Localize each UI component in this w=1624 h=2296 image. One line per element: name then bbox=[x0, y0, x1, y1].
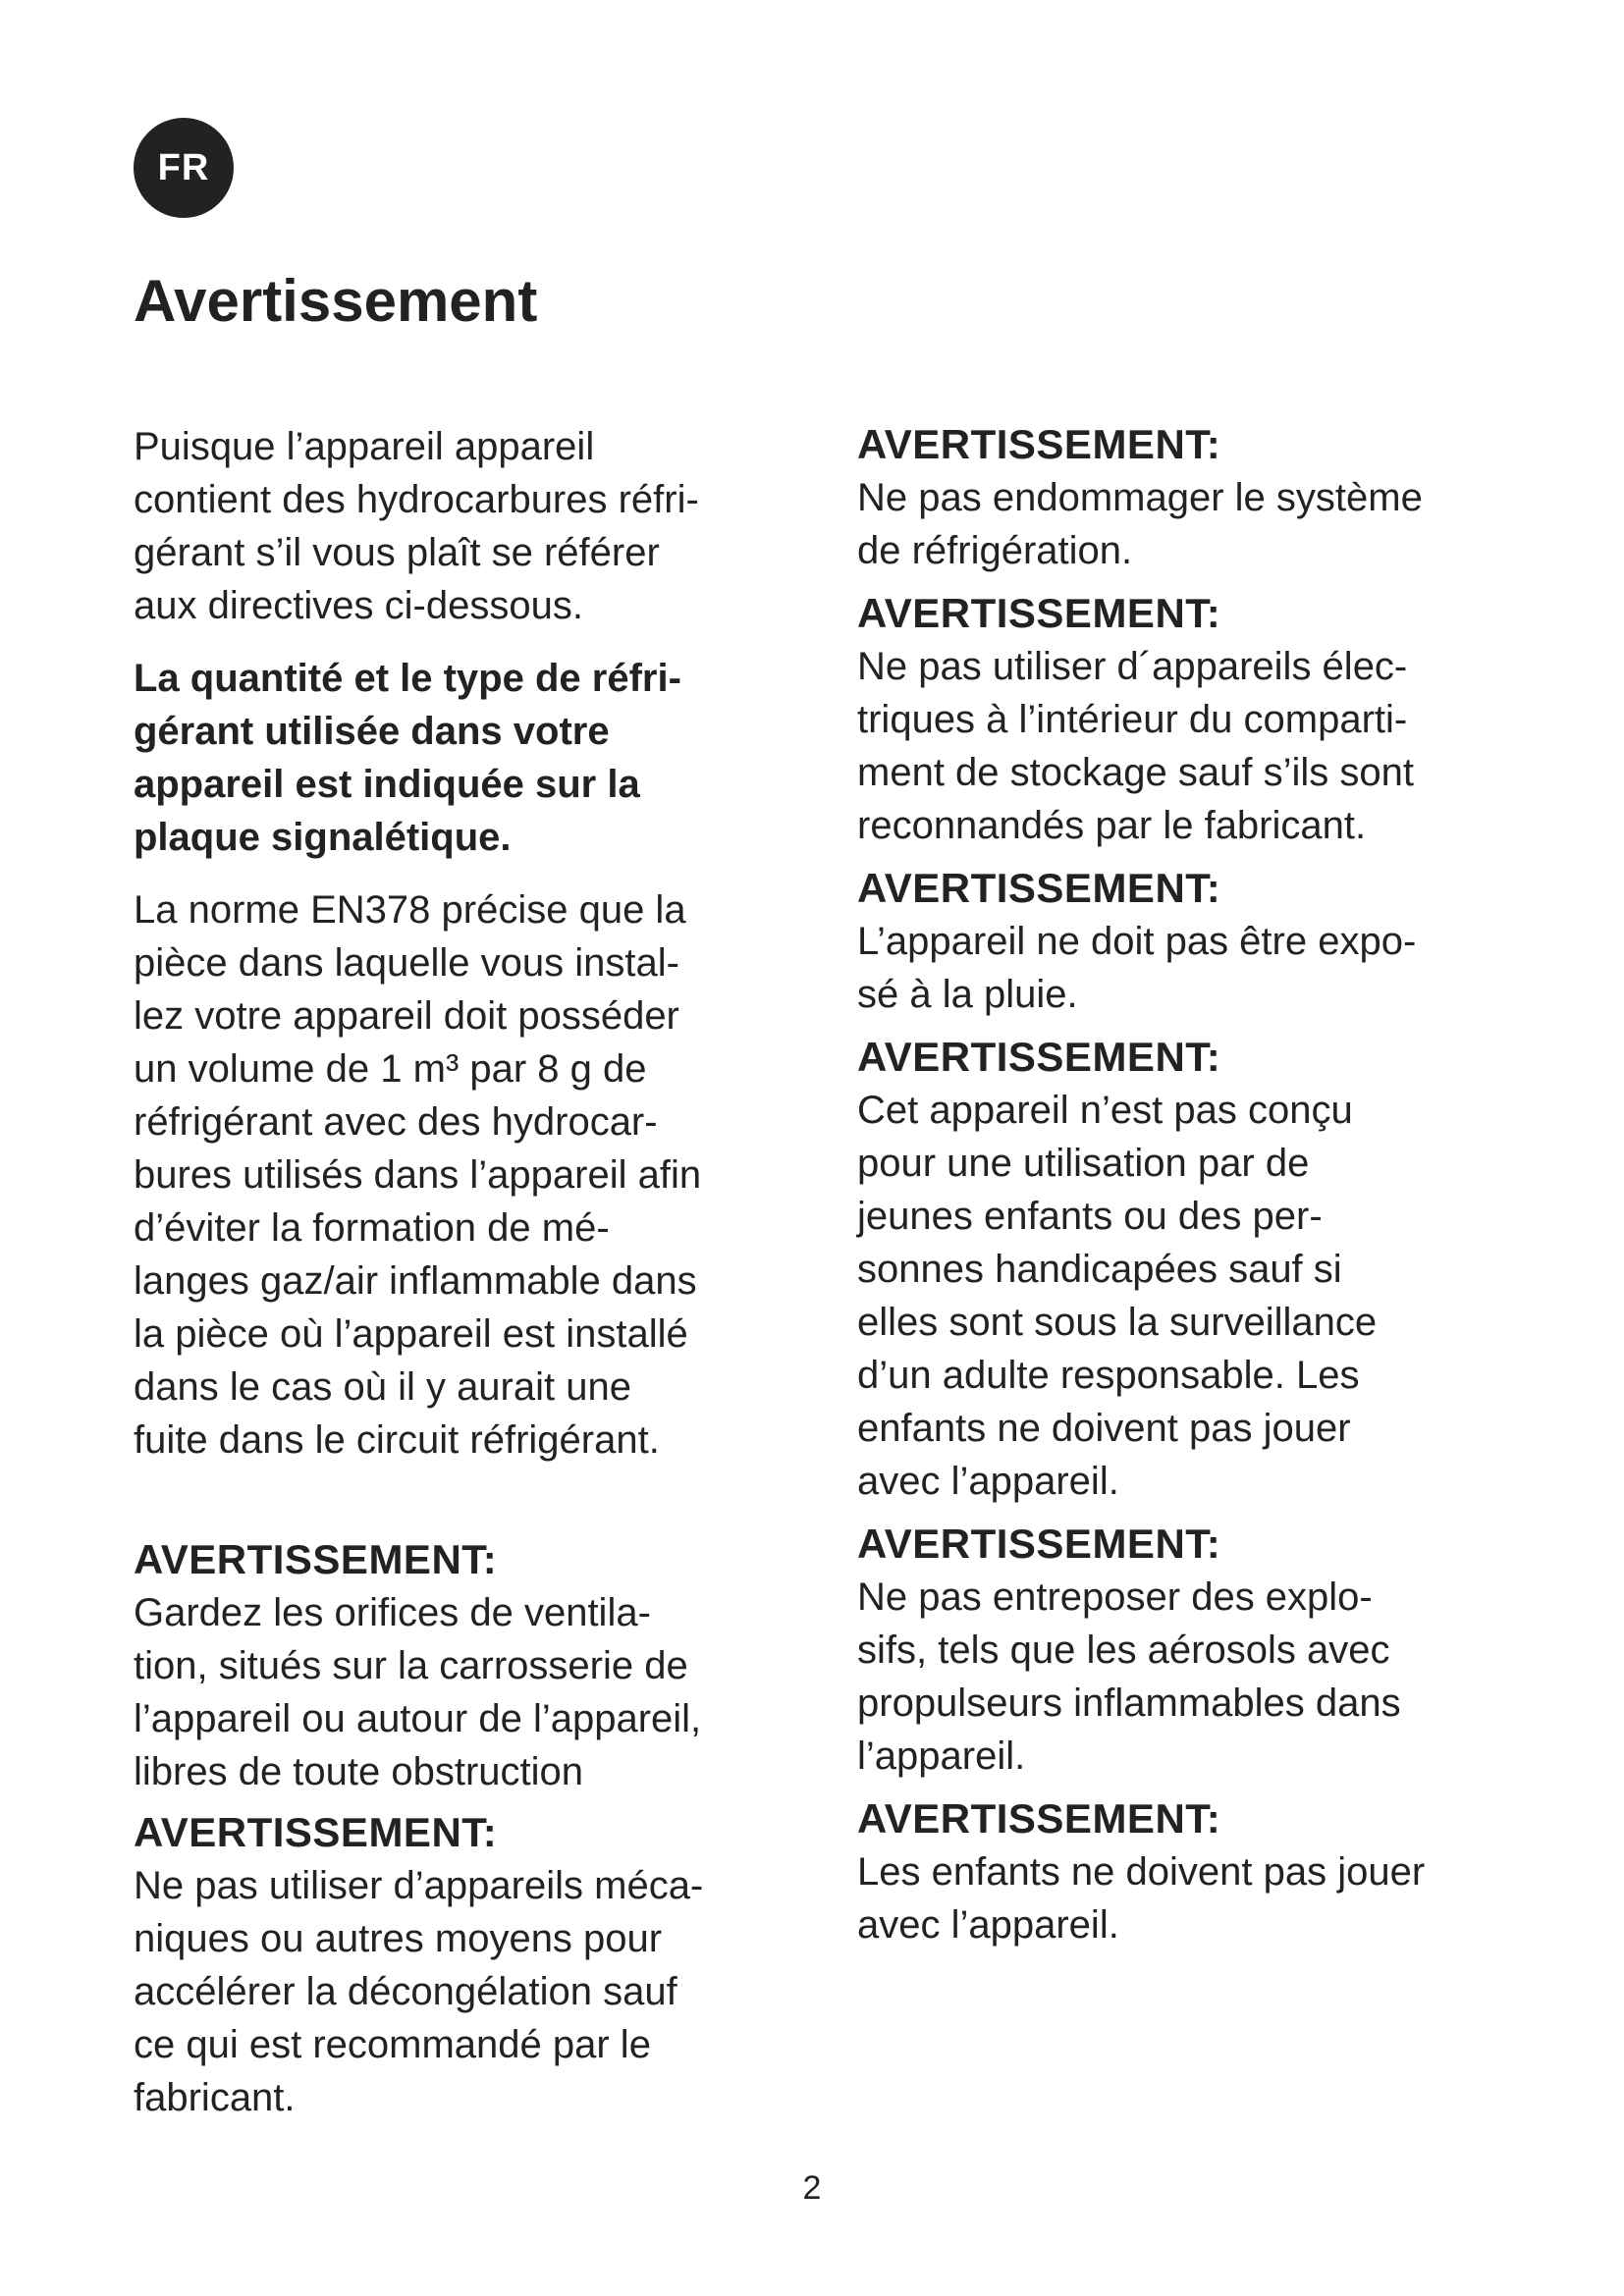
page-title: Avertissement bbox=[134, 268, 538, 334]
warning-text: Les enfants ne doivent pas jouer avec l’appareil. bbox=[857, 1850, 1426, 1947]
section-spacer bbox=[134, 1486, 801, 1533]
left-column bbox=[134, 420, 801, 2132]
warning-text: Cet appareil n’est pas conçu pour une utilisation par de jeunes enfants ou des per- sonnes handicapées sauf si elles sont sous la surveillance d’un adulte responsable. Les enfants ne doivent pas jouer avec l’appareil. bbox=[857, 1089, 1378, 1503]
warning-text: Ne pas endommager le système de réfrigération. bbox=[857, 476, 1423, 572]
warning-explosives bbox=[857, 1518, 1525, 1783]
warning-text: Ne pas utiliser d’appareils méca- niques ou autres moyens pour accélérer la décongélation sauf ce qui est recommandé par le fabricant. bbox=[134, 1864, 704, 2119]
warning-title: AVERTISSEMENT: bbox=[857, 421, 1221, 467]
warning-rain bbox=[857, 862, 1525, 1021]
warning-text: Ne pas utiliser d´appareils élec- triques à l’intérieur du comparti- ment de stockage sauf s’ils sont reconnandés par le fabricant. bbox=[857, 645, 1414, 847]
warning-title: AVERTISSEMENT: bbox=[857, 1521, 1221, 1567]
warning-title: AVERTISSEMENT: bbox=[134, 1809, 498, 1855]
warning-children-play bbox=[857, 1792, 1525, 1951]
warning-title: AVERTISSEMENT: bbox=[857, 865, 1221, 911]
intro-paragraph: Puisque l’appareil appareil contient des hydrocarbures réfri- gérant s’il vous plaît se référer aux directives ci-dessous. bbox=[134, 425, 699, 627]
warning-ventilation bbox=[134, 1533, 801, 1798]
warning-refrigeration-system bbox=[857, 418, 1525, 577]
page-number: 2 bbox=[802, 2169, 822, 2207]
warning-title: AVERTISSEMENT: bbox=[857, 1795, 1221, 1842]
warning-electrical-appliances bbox=[857, 587, 1525, 852]
refrigerant-notice: La quantité et le type de réfri- gérant utilisée dans votre appareil est indiquée sur la plaque signalétique. bbox=[134, 657, 681, 859]
warning-text: Gardez les orifices de ventila- tion, situés sur la carrosserie de l’appareil ou autour de l’appareil, libres de toute obstruction bbox=[134, 1591, 702, 1793]
warning-children-supervision bbox=[857, 1031, 1525, 1508]
warning-title: AVERTISSEMENT: bbox=[857, 1034, 1221, 1080]
warning-text: Ne pas entreposer des explo- sifs, tels que les aérosols avec propulseurs inflammables dans l’appareil. bbox=[857, 1575, 1401, 1778]
warning-title: AVERTISSEMENT: bbox=[857, 590, 1221, 636]
right-column bbox=[857, 418, 1525, 1961]
warning-text: L’appareil ne doit pas être expo- sé à la pluie. bbox=[857, 920, 1417, 1016]
warning-defrost bbox=[134, 1806, 801, 2124]
norm-paragraph: La norme EN378 précise que la pièce dans laquelle vous instal- lez votre appareil doit posséder un volume de 1 m³ par 8 g de réfrigérant avec des hydrocar- bures utilisés dans l’appareil afin d’éviter la formation de mé- langes gaz/air inflammable dans la pièce où l’appareil est installé dans le cas où il y aurait une fuite dans le circuit réfrigérant. bbox=[134, 888, 702, 1462]
language-badge: FR bbox=[134, 118, 234, 218]
warning-title: AVERTISSEMENT: bbox=[134, 1536, 498, 1582]
